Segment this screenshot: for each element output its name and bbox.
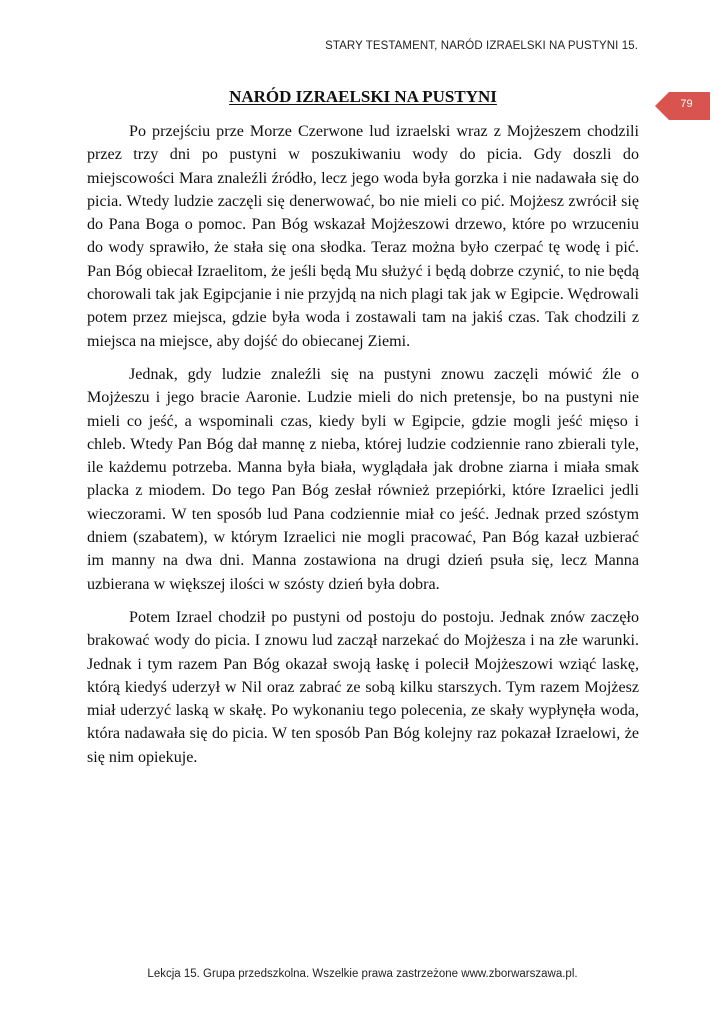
page-footer: Lekcja 15. Grupa przedszkolna. Wszelkie prawa zastrzeżone www.zborwarszawa.pl.: [147, 968, 578, 980]
document-body: [87, 120, 639, 779]
paragraph-2: Jednak, gdy ludzie znaleźli się na pustyni znowu zaczęli mówić źle o Mojżeszu i jego bracie Aaronie. Ludzie mieli do nich pretensje, bo na pustyni nie mieli co jeść, a wspominali czas, kiedy byli w Egipcie, gdzie mogli jeść mięso i chleb. Wtedy Pan Bóg dał mannę z nieba, której ludzie codziennie rano zbierali tyle, ile każdemu potrzeba. Manna była biała, wyglądała jak drobne ziarna i miała smak placka z miodem. Do tego Pan Bóg zesłał również przepiórki, które Izraelici jedli wieczorami. W ten sposób lud Pana codziennie miał co jeść. Jednak przed szóstym dniem (szabatem), w którym Izraelici nie mogli pracować, Pan Bóg kazał uzbierać im manny na dwa dni. Manna zostawiona na drugi dzień psuła się, lecz Manna uzbierana w większej ilości w szósty dzień była dobra.: [87, 365, 639, 593]
page-number: 79: [680, 98, 693, 110]
paragraph-1: Po przejściu prze Morze Czerwone lud izraelski wraz z Mojżeszem chodzili przez trzy dni po pustyni w poszukiwaniu wody do picia. Gdy doszli do miejscowości Mara znaleźli źródło, lecz jego woda była gorzka i nie nadawała się do picia. Wtedy ludzie zaczęli się denerwować, bo nie mieli co pić. Mojżesz zwrócił się do Pana Boga o pomoc. Pan Bóg wskazał Mojżeszowi drzewo, które po wrzuceniu do wody sprawiło, że stała się ona słodka. Teraz można było czerpać tę wodę i pić. Pan Bóg obiecał Izraelitom, że jeśli będą Mu służyć i będą dobrze czynić, to nie będą chorowali tak jak Egipcjanie i nie przyjdą na nich plagi tak jak w Egipcie. Wędrowali potem przez miejsca, gdzie była woda i zostawali tam na jakiś czas. Tak chodzili z miejsca na miejsce, aby dojść do obiecanej Ziemi.: [87, 123, 639, 350]
paragraph-3: Potem Izrael chodził po pustyni od postoju do postoju. Jednak znów zaczęło brakować wody do picia. I znowu lud zaczął narzekać do Mojżesza i na złe warunki. Jednak i tym razem Pan Bóg okazał swoją łaskę i polecił Mojżeszowi wziąć laskę, którą kiedyś uderzył w Nil oraz zabrać ze sobą kilku starszych. Tym razem Mojżesz miał uderzyć laską w skałę. Po wykonaniu tego polecenia, ze skały wypłynęła woda, która nadawała się do picia. W ten sposób Pan Bóg kolejny raz pokazał Izraelowi, że się nim opiekuje.: [87, 608, 639, 766]
running-header: STARY TESTAMENT, NARÓD IZRAELSKI NA PUSTYNI 15.: [325, 40, 638, 52]
page-number-tab: [655, 92, 710, 120]
page-title: NARÓD IZRAELSKI NA PUSTYNI: [229, 87, 497, 106]
